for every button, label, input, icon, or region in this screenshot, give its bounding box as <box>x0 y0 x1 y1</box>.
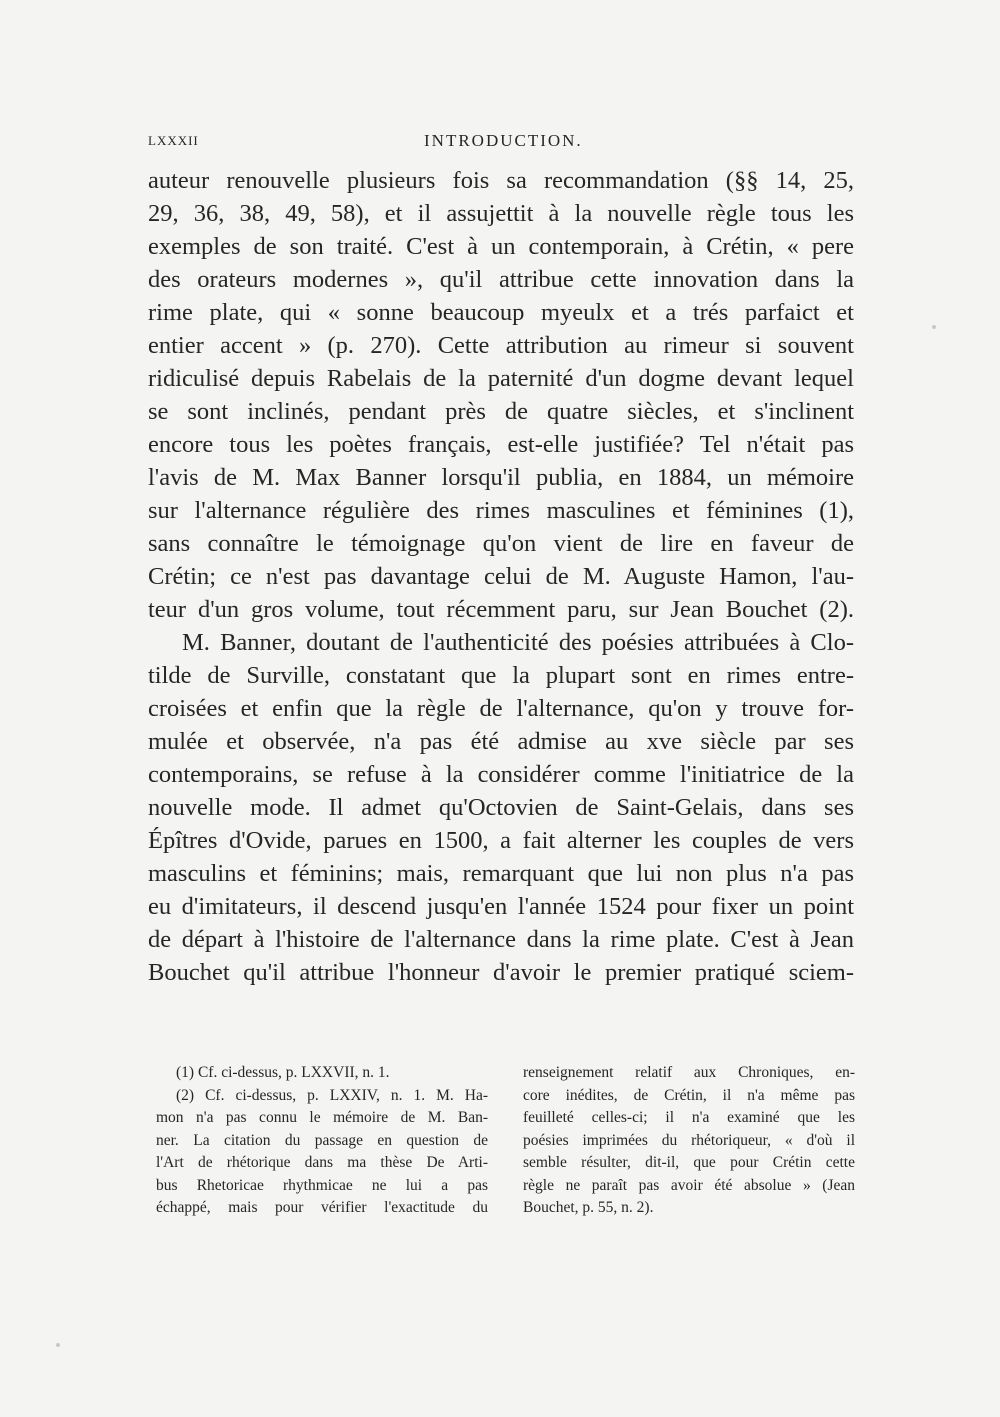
paper-speck <box>56 1343 60 1347</box>
running-title: INTRODUCTION. <box>424 131 583 150</box>
text-line: des orateurs modernes », qu'il attribue cette innovation dans la <box>148 266 854 293</box>
text-line: l'avis de M. Max Banner lorsqu'il publia, en 1884, un mémoire <box>148 464 854 491</box>
text-line: de départ à l'histoire de l'alternance dans la rime plate. C'est à Jean <box>148 926 854 953</box>
text-line: entier accent » (p. 270). Cette attribution au rimeur si souvent <box>148 332 854 359</box>
text-line: rime plate, qui « sonne beaucoup myeulx et a trés parfaict et <box>148 299 854 326</box>
footnote-line: core inédites, de Crétin, il n'a même pas <box>523 1086 855 1104</box>
text-line: croisées et enfin que la règle de l'alternance, qu'on y trouve for- <box>148 695 854 722</box>
text-line: contemporains, se refuse à la considérer comme l'initiatrice de la <box>148 761 854 788</box>
footnote-line: échappé, mais pour vérifier l'exactitude du <box>156 1199 488 1216</box>
text-line: mulée et observée, n'a pas été admise au xve siècle par ses <box>148 728 854 755</box>
text-line: eu d'imitateurs, il descend jusqu'en l'année 1524 pour fixer un point <box>148 893 854 920</box>
text-line: se sont inclinés, pendant près de quatre siècles, et s'inclinent <box>148 398 854 425</box>
text-line: auteur renouvelle plusieurs fois sa recommandation (§§ 14, 25, <box>148 167 854 194</box>
footnote-line: mon n'a pas connu le mémoire de M. Ban- <box>156 1109 488 1126</box>
text-line: sur l'alternance régulière des rimes masculines et féminines (1), <box>148 497 854 524</box>
text-line: sans connaître le témoignage qu'on vient de lire en faveur de <box>148 530 854 557</box>
paper-speck <box>932 325 936 329</box>
footnote-line: l'Art de rhétorique dans ma thèse De Arti- <box>156 1154 488 1171</box>
page-header <box>148 131 852 153</box>
footnote-line: poésies imprimées du rhétoriqueur, « d'où il <box>523 1131 855 1149</box>
text-line: Bouchet qu'il attribue l'honneur d'avoir le premier pratiqué sciem- <box>148 959 854 986</box>
text-line: Épîtres d'Ovide, parues en 1500, a fait alterner les couples de vers <box>148 827 854 854</box>
text-line: ridiculisé depuis Rabelais de la paternité d'un dogme devant lequel <box>148 365 854 392</box>
text-line: exemples de son traité. C'est à un contemporain, à Crétin, « pere <box>148 233 854 260</box>
main-text <box>148 164 854 989</box>
text-line: tilde de Surville, constatant que la plupart sont en rimes entre- <box>148 662 854 689</box>
footnote-line: semble résulter, dit-il, que pour Crétin cette <box>523 1154 855 1171</box>
text-line: M. Banner, doutant de l'authenticité des poésies attribuées à Clo- <box>182 629 854 656</box>
footnote-line: (2) Cf. ci-dessus, p. LXXIV, n. 1. M. Ha- <box>176 1086 488 1104</box>
text-line: teur d'un gros volume, tout récemment paru, sur Jean Bouchet (2). <box>148 596 854 623</box>
footnote-line: règle ne paraît pas avoir été absolue » (Jean <box>523 1176 855 1194</box>
footnote-line: bus Rhetoricae rhythmicae ne lui a pas <box>156 1176 488 1194</box>
text-line: encore tous les poètes français, est-elle justifiée? Tel n'était pas <box>148 431 854 458</box>
text-line: masculins et féminins; mais, remarquant que lui non plus n'a pas <box>148 860 854 887</box>
folio-number: LXXXII <box>148 133 199 148</box>
footnote-line: Bouchet, p. 55, n. 2). <box>523 1199 654 1216</box>
footnote-line: renseignement relatif aux Chroniques, en- <box>523 1064 855 1081</box>
footnotes-left-column <box>156 1062 488 1220</box>
footnote-line: (1) Cf. ci-dessus, p. LXXVII, n. 1. <box>176 1064 390 1081</box>
footnote-line: feuilleté celles-ci; il n'a examiné que les <box>523 1109 855 1126</box>
footnotes-right-column <box>523 1062 855 1220</box>
text-line: 29, 36, 38, 49, 58), et il assujettit à la nouvelle règle tous les <box>148 200 854 227</box>
text-line: nouvelle mode. Il admet qu'Octovien de Saint-Gelais, dans ses <box>148 794 854 821</box>
footnote-line: ner. La citation du passage en question de <box>156 1131 488 1149</box>
text-line: Crétin; ce n'est pas davantage celui de M. Auguste Hamon, l'au- <box>148 563 854 590</box>
